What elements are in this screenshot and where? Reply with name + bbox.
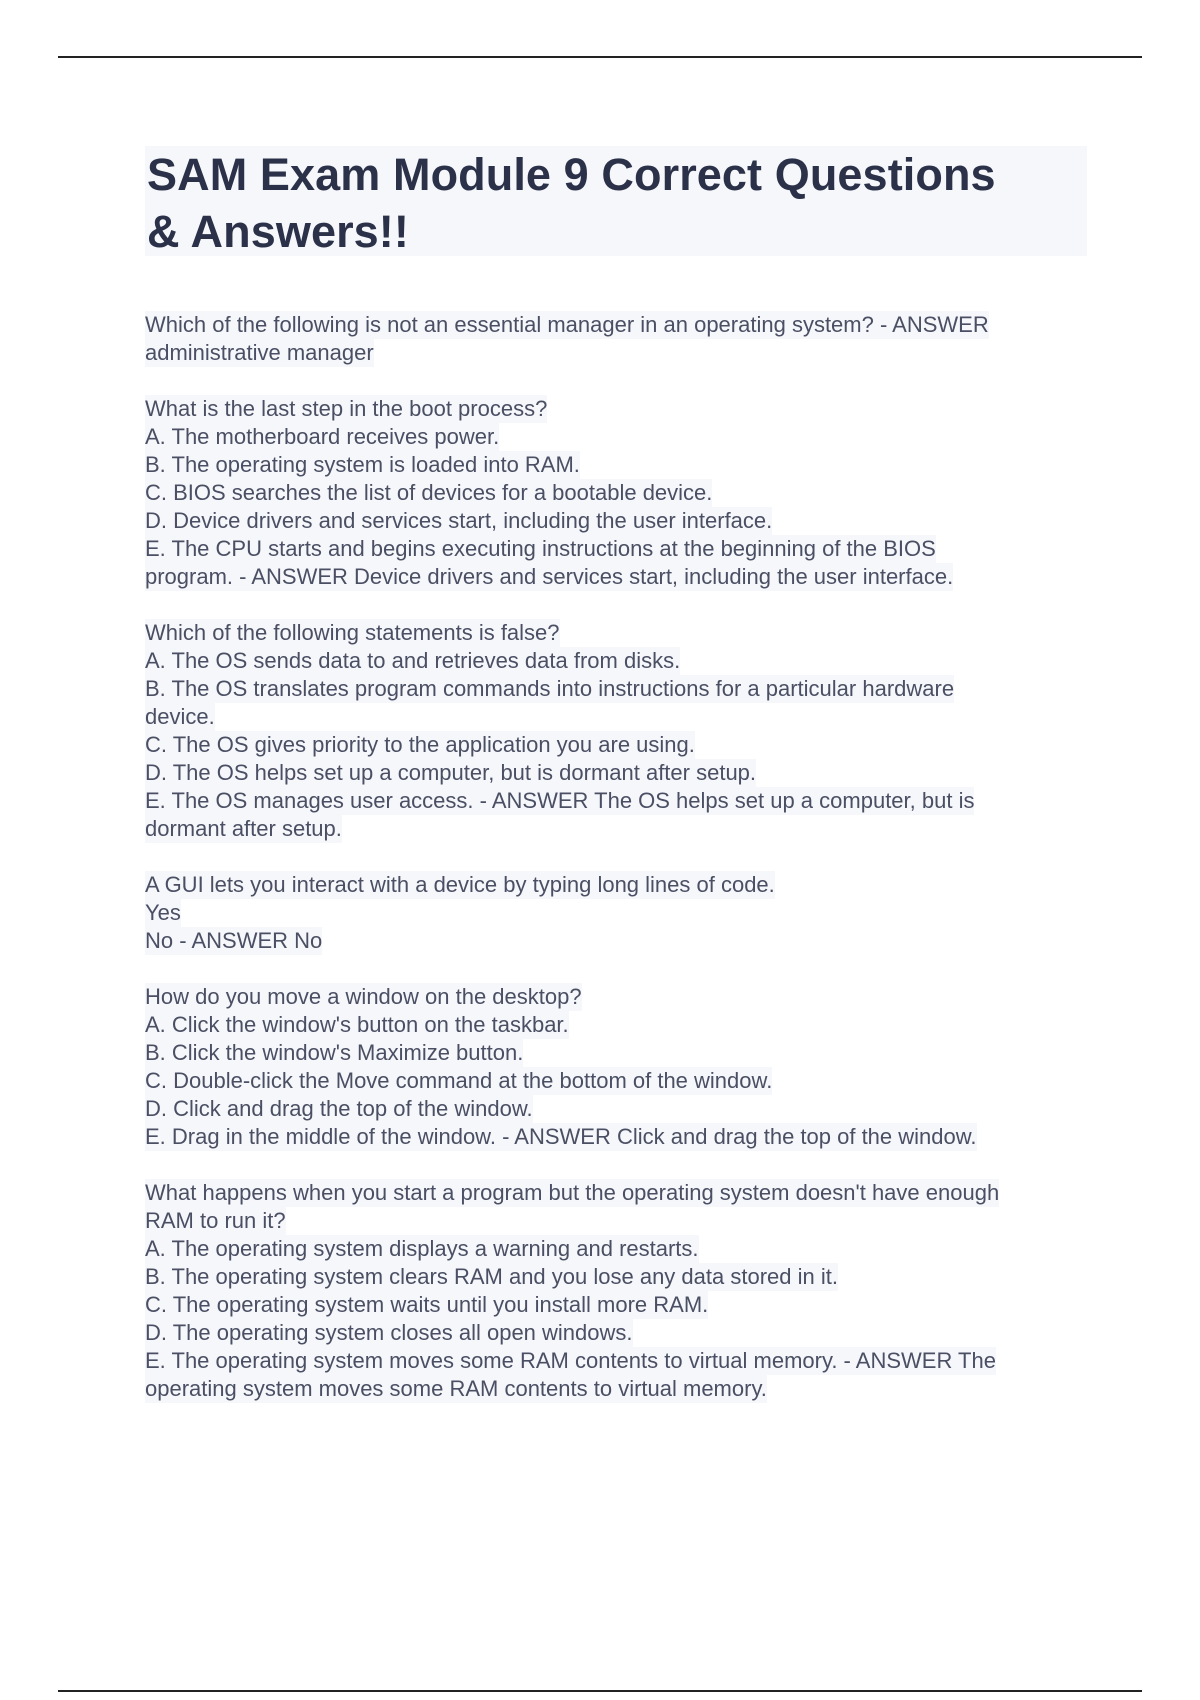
qa-line: D. Device drivers and services start, including the user interface. xyxy=(145,508,773,533)
qa-line: E. The CPU starts and begins executing instructions at the beginning of the BIOS xyxy=(145,536,936,561)
qa-line: C. The operating system waits until you install more RAM. xyxy=(145,1292,709,1317)
top-rule xyxy=(58,56,1142,58)
qa-line: B. The operating system clears RAM and you lose any data stored in it. xyxy=(145,1264,838,1289)
qa-block xyxy=(145,1179,1105,1403)
qa-line: Which of the following statements is false? xyxy=(145,620,560,645)
qa-line: E. Drag in the middle of the window. - ANSWER Click and drag the top of the window. xyxy=(145,1124,977,1149)
qa-block xyxy=(145,871,1105,955)
document-title xyxy=(145,146,1087,260)
qa-line: C. Double-click the Move command at the bottom of the window. xyxy=(145,1068,773,1093)
qa-block xyxy=(145,395,1105,591)
qa-line: C. The OS gives priority to the application you are using. xyxy=(145,732,695,757)
qa-line: A. The motherboard receives power. xyxy=(145,424,500,449)
qa-line: E. The operating system moves some RAM contents to virtual memory. - ANSWER The xyxy=(145,1348,996,1373)
qa-line: B. The operating system is loaded into RAM. xyxy=(145,452,580,477)
qa-line: operating system moves some RAM contents to virtual memory. xyxy=(145,1376,767,1401)
title-line-1: SAM Exam Module 9 Correct Questions xyxy=(147,149,996,200)
qa-block xyxy=(145,311,1105,367)
qa-line: C. BIOS searches the list of devices for a bootable device. xyxy=(145,480,713,505)
qa-list xyxy=(145,311,1105,1431)
qa-line: What is the last step in the boot process? xyxy=(145,396,548,421)
qa-line: Which of the following is not an essential manager in an operating system? - ANSWER xyxy=(145,312,989,337)
qa-line: dormant after setup. xyxy=(145,816,342,841)
qa-line: D. Click and drag the top of the window. xyxy=(145,1096,533,1121)
qa-block xyxy=(145,983,1105,1151)
qa-line: What happens when you start a program but the operating system doesn't have enough xyxy=(145,1180,1000,1205)
title-block xyxy=(145,146,1087,256)
qa-line: Yes xyxy=(145,900,181,925)
qa-line: program. - ANSWER Device drivers and services start, including the user interface. xyxy=(145,564,954,589)
title-line-2: & Answers!! xyxy=(147,206,409,257)
qa-line: B. The OS translates program commands into instructions for a particular hardware xyxy=(145,676,955,701)
qa-line: D. The OS helps set up a computer, but is dormant after setup. xyxy=(145,760,757,785)
qa-block xyxy=(145,619,1105,843)
qa-line: No - ANSWER No xyxy=(145,928,323,953)
qa-line: E. The OS manages user access. - ANSWER The OS helps set up a computer, but is xyxy=(145,788,975,813)
qa-line: A. The OS sends data to and retrieves data from disks. xyxy=(145,648,681,673)
qa-line: B. Click the window's Maximize button. xyxy=(145,1040,524,1065)
qa-line: How do you move a window on the desktop? xyxy=(145,984,582,1009)
qa-line: device. xyxy=(145,704,215,729)
qa-line: administrative manager xyxy=(145,340,374,365)
qa-line: D. The operating system closes all open windows. xyxy=(145,1320,633,1345)
qa-line: RAM to run it? xyxy=(145,1208,286,1233)
qa-line: A. The operating system displays a warning and restarts. xyxy=(145,1236,699,1261)
qa-line: A GUI lets you interact with a device by typing long lines of code. xyxy=(145,872,775,897)
bottom-rule xyxy=(58,1690,1142,1692)
qa-line: A. Click the window's button on the taskbar. xyxy=(145,1012,569,1037)
